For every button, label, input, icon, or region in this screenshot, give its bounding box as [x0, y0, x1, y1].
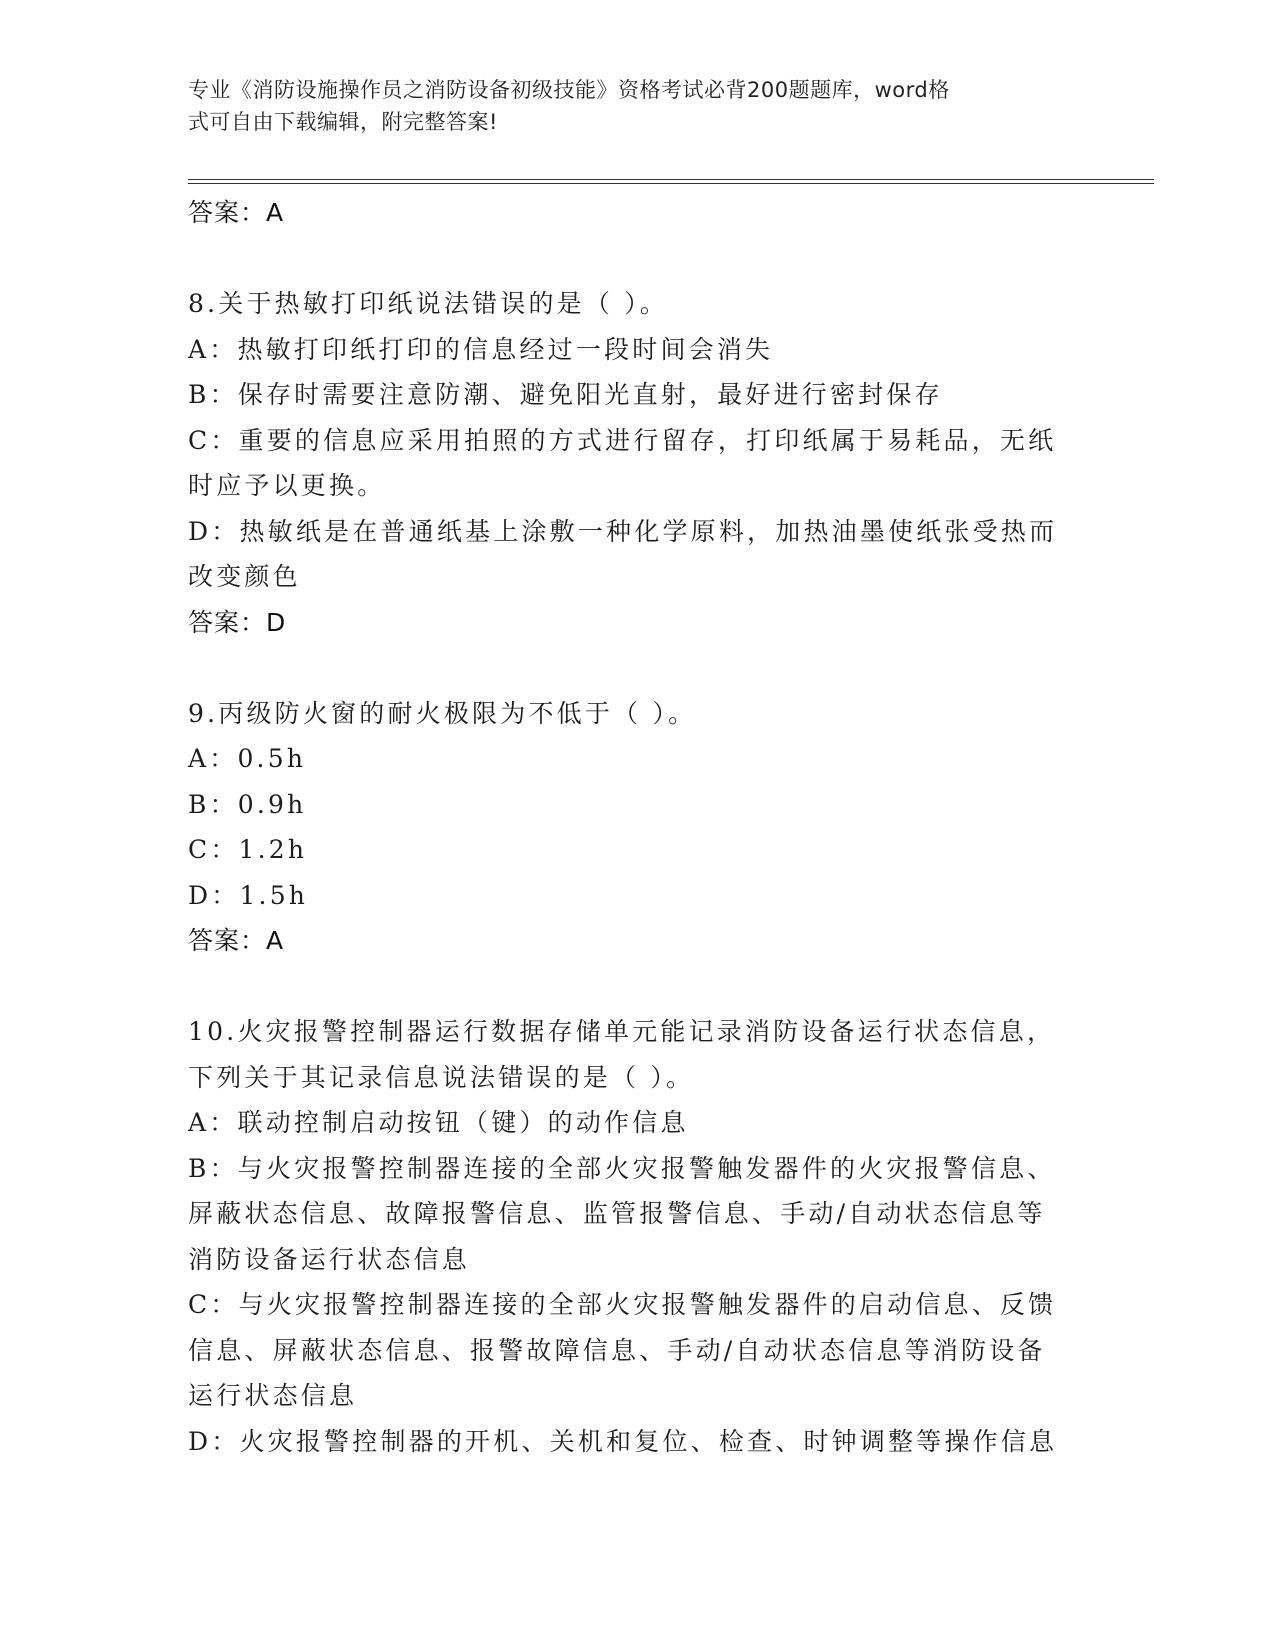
question-10-option-b-line-2: 屏蔽状态信息、故障报警信息、监管报警信息、手动/自动状态信息等	[188, 1199, 1046, 1228]
header-line-1: 专业《消防设施操作员之消防设备初级技能》资格考试必背200题题库，word格	[188, 78, 950, 102]
question-8-option-d-line-2: 改变颜色	[188, 562, 301, 591]
spacer	[188, 964, 1088, 1010]
question-8	[188, 281, 1088, 645]
question-8-option-c-line-2: 时应予以更换。	[188, 471, 386, 500]
question-8-stem: 8.关于热敏打印纸说法错误的是（ ）。	[188, 289, 669, 318]
question-8-option-d-line-1: D：热敏纸是在普通纸基上涂敷一种化学原料，加热油墨使纸张受热而	[188, 516, 1058, 546]
document-header	[188, 74, 1078, 138]
question-10-option-a: A：联动控制启动按钮（键）的动作信息	[188, 1108, 689, 1137]
question-8-answer: 答案：D	[188, 607, 287, 637]
question-10-option-c-line-3: 运行状态信息	[188, 1381, 358, 1410]
question-9-option-d: D：1.5h	[188, 880, 309, 910]
question-9	[188, 691, 1088, 964]
question-10-option-c-line-2: 信息、屏蔽状态信息、报警故障信息、手动/自动状态信息等消防设备	[188, 1335, 1046, 1365]
question-9-option-c: C：1.2h	[188, 835, 308, 864]
question-10-option-d: D：火灾报警控制器的开机、关机和复位、检查、时钟调整等操作信息	[188, 1426, 1058, 1456]
question-10-stem-line-2: 下列关于其记录信息说法错误的是（ ）。	[188, 1062, 695, 1092]
question-9-option-a: A：0.5h	[188, 744, 307, 773]
header-divider-bottom	[188, 183, 1154, 184]
question-10	[188, 1009, 1088, 1464]
question-10-stem-line-1: 10.火灾报警控制器运行数据存储单元能记录消防设备运行状态信息，	[188, 1017, 1056, 1046]
question-8-option-c-line-1: C：重要的信息应采用拍照的方式进行留存，打印纸属于易耗品，无纸	[188, 425, 1057, 455]
header-divider-top	[188, 179, 1154, 180]
question-9-stem: 9.丙级防火窗的耐火极限为不低于（ ）。	[188, 698, 697, 728]
answer-previous: 答案：A	[188, 198, 285, 227]
question-9-answer: 答案：A	[188, 926, 285, 955]
question-10-option-c-line-1: C：与火灾报警控制器连接的全部火灾报警触发器件的启动信息、反馈	[188, 1290, 1057, 1319]
spacer	[188, 645, 1088, 691]
question-8-option-b: B：保存时需要注意防潮、避免阳光直射，最好进行密封保存	[188, 380, 943, 409]
question-10-option-b-line-3: 消防设备运行状态信息	[188, 1244, 471, 1274]
document-body	[188, 190, 1088, 1464]
question-9-option-b: B：0.9h	[188, 789, 307, 819]
question-8-option-a: A：热敏打印纸打印的信息经过一段时间会消失	[188, 334, 774, 364]
header-line-2: 式可自由下载编辑，附完整答案!	[188, 110, 498, 134]
spacer	[188, 236, 1088, 282]
question-10-option-b-line-1: B：与火灾报警控制器连接的全部火灾报警触发器件的火灾报警信息、	[188, 1153, 1056, 1183]
